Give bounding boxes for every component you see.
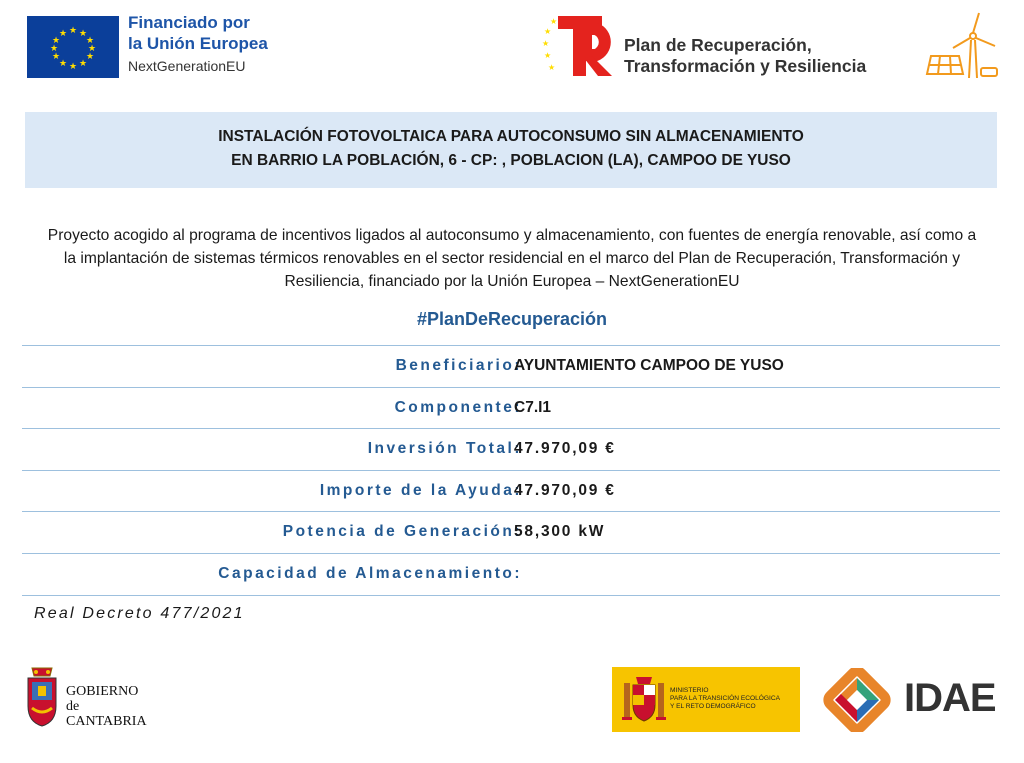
prtr-text [624, 35, 866, 77]
title-band [25, 112, 997, 188]
ministerio-logo [612, 667, 800, 732]
project-title-line2: EN BARRIO LA POBLACIÓN, 6 - CP: , POBLACION (LA), CAMPOO DE YUSO [231, 152, 791, 169]
svg-text:★: ★ [58, 29, 68, 39]
svg-text:★: ★ [85, 36, 95, 46]
idae-wordmark: IDAE [904, 676, 996, 720]
row-value: 58,300 kW [514, 523, 606, 540]
svg-text:★: ★ [544, 27, 552, 36]
row-value: C7.I1 [514, 399, 552, 416]
row-inversion-total [22, 428, 1000, 470]
project-description: Proyecto acogido al programa de incentivos ligados al autoconsumo y almacenamiento, con fuentes de energía renovable, así como a la implantación de sistemas térmicos renovables en el sector residencial en el marco del Plan de Recuperación, Transformación y Resiliencia, financiado por la Unión Europea – NextGenerationEU [47, 227, 977, 290]
eu-line3: NextGenerationEU [128, 58, 246, 74]
row-label: Inversión Total: [367, 440, 522, 457]
eu-flag-logo [27, 16, 119, 78]
prtr-line1: Plan de Recuperación, [624, 35, 812, 55]
ministerio-text [670, 687, 780, 711]
eu-line1: Financiado por [128, 13, 250, 32]
svg-text:★: ★ [68, 62, 78, 72]
row-label: Importe de la Ayuda: [319, 482, 522, 499]
svg-text:★: ★ [51, 52, 61, 62]
row-componente [22, 387, 1000, 429]
row-value: AYUNTAMIENTO CAMPOO DE YUSO [514, 357, 784, 374]
row-potencia [22, 511, 1000, 553]
ministerio-line1: MINISTERIO [670, 687, 709, 694]
prtr-line2: Transformación y Resiliencia [624, 56, 867, 76]
project-title-line1: INSTALACIÓN FOTOVOLTAICA PARA AUTOCONSUMO SIN ALMACENAMIENTO [218, 128, 804, 145]
svg-text:★: ★ [49, 44, 59, 54]
row-label: Componente: [394, 399, 522, 416]
svg-text:★: ★ [87, 44, 97, 54]
ministerio-line3: Y EL RETO DEMOGRÁFICO [670, 703, 756, 710]
table-bottom-divider [22, 595, 1000, 596]
row-value: 47.970,09 € [514, 440, 616, 457]
eu-line2: la Unión Europea [128, 34, 268, 53]
hashtag: #PlanDeRecuperación [416, 309, 608, 329]
eu-funding-text [128, 12, 268, 77]
svg-text:★: ★ [550, 17, 558, 26]
svg-text:★: ★ [78, 59, 88, 69]
row-label: Potencia de Generación: [282, 523, 522, 540]
svg-text:★: ★ [51, 36, 61, 46]
solar-wind-energy-icon [925, 10, 1001, 82]
svg-text:★: ★ [58, 59, 68, 69]
row-label: Beneficiario: [395, 357, 522, 374]
idae-emblem-icon [815, 668, 899, 732]
cantabria-line2: de [66, 699, 80, 714]
prtr-logo [542, 12, 617, 78]
svg-text:★: ★ [548, 63, 556, 72]
svg-text:★: ★ [85, 52, 95, 62]
row-importe-ayuda [22, 470, 1000, 512]
row-label: Capacidad de Almacenamiento: [218, 565, 522, 582]
spain-coat-of-arms-icon [620, 675, 668, 725]
svg-text:★: ★ [78, 29, 88, 39]
svg-text:★: ★ [68, 26, 78, 36]
cantabria-line1: GOBIERNO [66, 684, 139, 699]
row-beneficiario [22, 345, 1000, 387]
cantabria-line3: CANTABRIA [66, 714, 147, 729]
row-value: 47.970,09 € [514, 482, 616, 499]
row-almacenamiento [22, 553, 1000, 595]
svg-text:★: ★ [544, 51, 552, 60]
svg-text:★: ★ [542, 39, 550, 48]
cantabria-crest-icon [24, 664, 60, 728]
decree-reference: Real Decreto 477/2021 [34, 605, 245, 622]
cantabria-text [66, 684, 147, 729]
ministerio-line2: PARA LA TRANSICIÓN ECOLÓGICA [670, 695, 781, 702]
